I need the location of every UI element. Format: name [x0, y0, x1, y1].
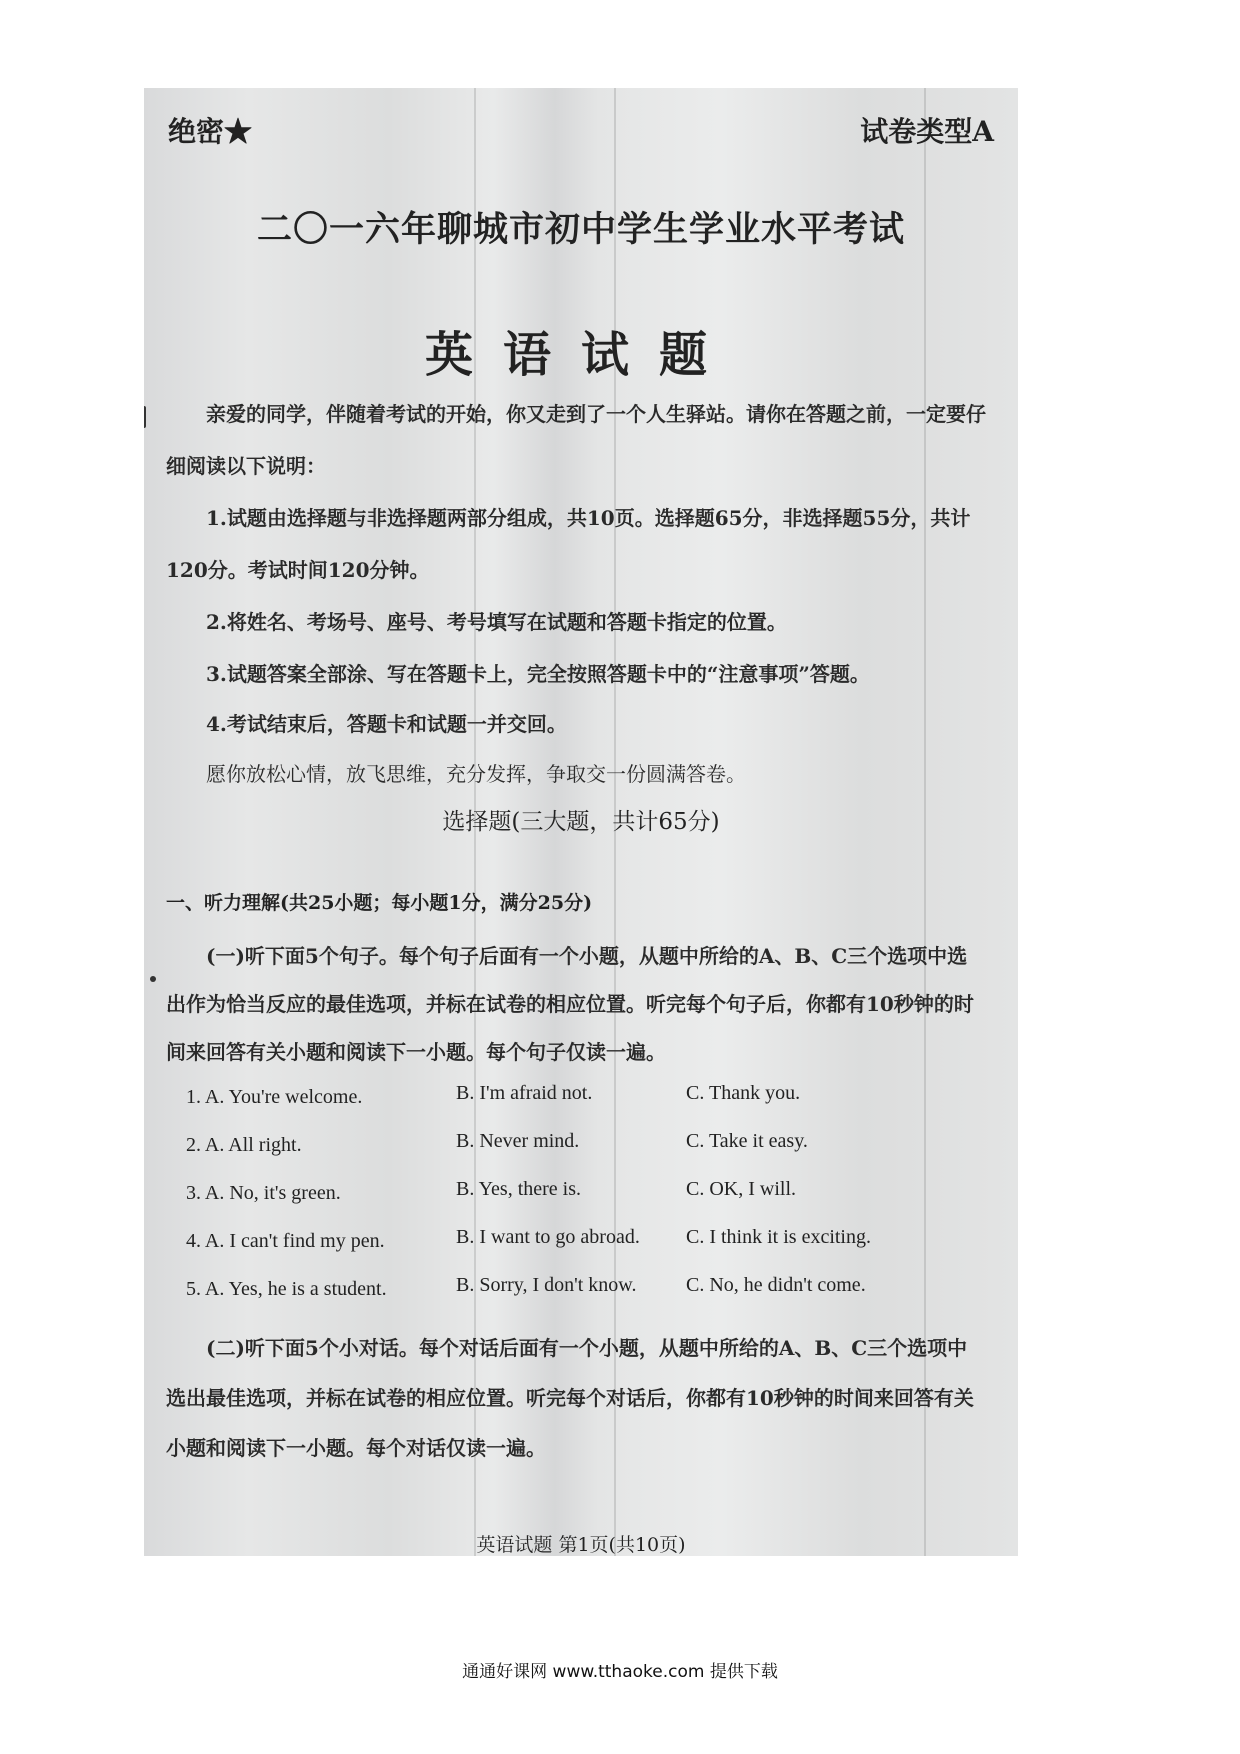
q2-option-c: C. Take it easy.: [686, 1130, 808, 1152]
q1-option-c: C. Thank you.: [686, 1082, 801, 1104]
q4-option-c: C. I think it is exciting.: [686, 1226, 871, 1248]
exam-paper-photo: [144, 88, 1018, 1556]
section-heading: 选择题(三大题，共计65分): [442, 809, 720, 835]
exam-title: 二〇一六年聊城市初中学生学业水平考试: [256, 209, 905, 250]
q5-option-a: 5. A. Yes, he is a student.: [186, 1278, 387, 1300]
part1-sub1-line-2: 出作为恰当反应的最佳选项，并标在试卷的相应位置。听完每个句子后，你都有10秒钟的时: [166, 992, 974, 1016]
part1-sub1-line-3: 间来回答有关小题和阅读下一小题。每个句子仅读一遍。: [166, 1040, 666, 1064]
binding-dot: [150, 976, 156, 982]
site-footer: 通通好课网 www.tthaoke.com 提供下载: [462, 1662, 778, 1682]
part1-sub2-line-1: (二)听下面5个小对话。每个对话后面有一个小题，从题中所给的A、B、C三个选项中: [206, 1336, 968, 1360]
q1-option-a: 1. A. You're welcome.: [186, 1086, 363, 1108]
q1-option-b: B. I'm afraid not.: [456, 1082, 593, 1104]
wish-line: 愿你放松心情，放飞思维，充分发挥，争取交一份圆满答卷。: [206, 762, 746, 786]
paper-type-label: 试卷类型A: [860, 115, 994, 148]
intro-line-1: 亲爱的同学，伴随着考试的开始，你又走到了一个人生驿站。请你在答题之前，一定要仔: [206, 402, 986, 426]
intro-line-2: 细阅读以下说明：: [166, 454, 326, 478]
instruction-3: 3.试题答案全部涂、写在答题卡上，完全按照答题卡中的“注意事项”答题。: [206, 662, 870, 686]
q4-option-a: 4. A. I can't find my pen.: [186, 1230, 385, 1252]
part1-sub2-line-3: 小题和阅读下一小题。每个对话仅读一遍。: [166, 1436, 546, 1460]
instruction-4: 4.考试结束后，答题卡和试题一并交回。: [206, 712, 567, 736]
q2-option-b: B. Never mind.: [456, 1130, 580, 1152]
q3-option-b: B. Yes, there is.: [456, 1178, 582, 1200]
instruction-2: 2.将姓名、考场号、座号、考号填写在试题和答题卡指定的位置。: [206, 610, 787, 634]
subject-title: 英语试题: [424, 327, 737, 383]
part1-heading: 一、听力理解(共25小题；每小题1分，满分25分): [166, 892, 593, 914]
q5-option-c: C. No, he didn't come.: [686, 1274, 866, 1296]
page-number-footer: 英语试题 第1页(共10页): [476, 1534, 686, 1556]
q2-option-a: 2. A. All right.: [186, 1134, 302, 1156]
binding-mark: [144, 406, 146, 428]
q3-option-a: 3. A. No, it's green.: [186, 1182, 341, 1204]
q4-option-b: B. I want to go abroad.: [456, 1226, 640, 1248]
instruction-1-cont: 120分。考试时间120分钟。: [166, 558, 430, 582]
q3-option-c: C. OK, I will.: [686, 1178, 796, 1200]
part1-sub1-line-1: (一)听下面5个句子。每个句子后面有一个小题，从题中所给的A、B、C三个选项中选: [206, 944, 968, 968]
q5-option-b: B. Sorry, I don't know.: [456, 1274, 637, 1296]
instruction-1: 1.试题由选择题与非选择题两部分组成，共10页。选择题65分，非选择题55分，共计: [206, 506, 971, 530]
part1-sub2-line-2: 选出最佳选项，并标在试卷的相应位置。听完每个对话后，你都有10秒钟的时间来回答有关: [166, 1386, 974, 1410]
secret-label: 绝密★: [168, 115, 253, 148]
